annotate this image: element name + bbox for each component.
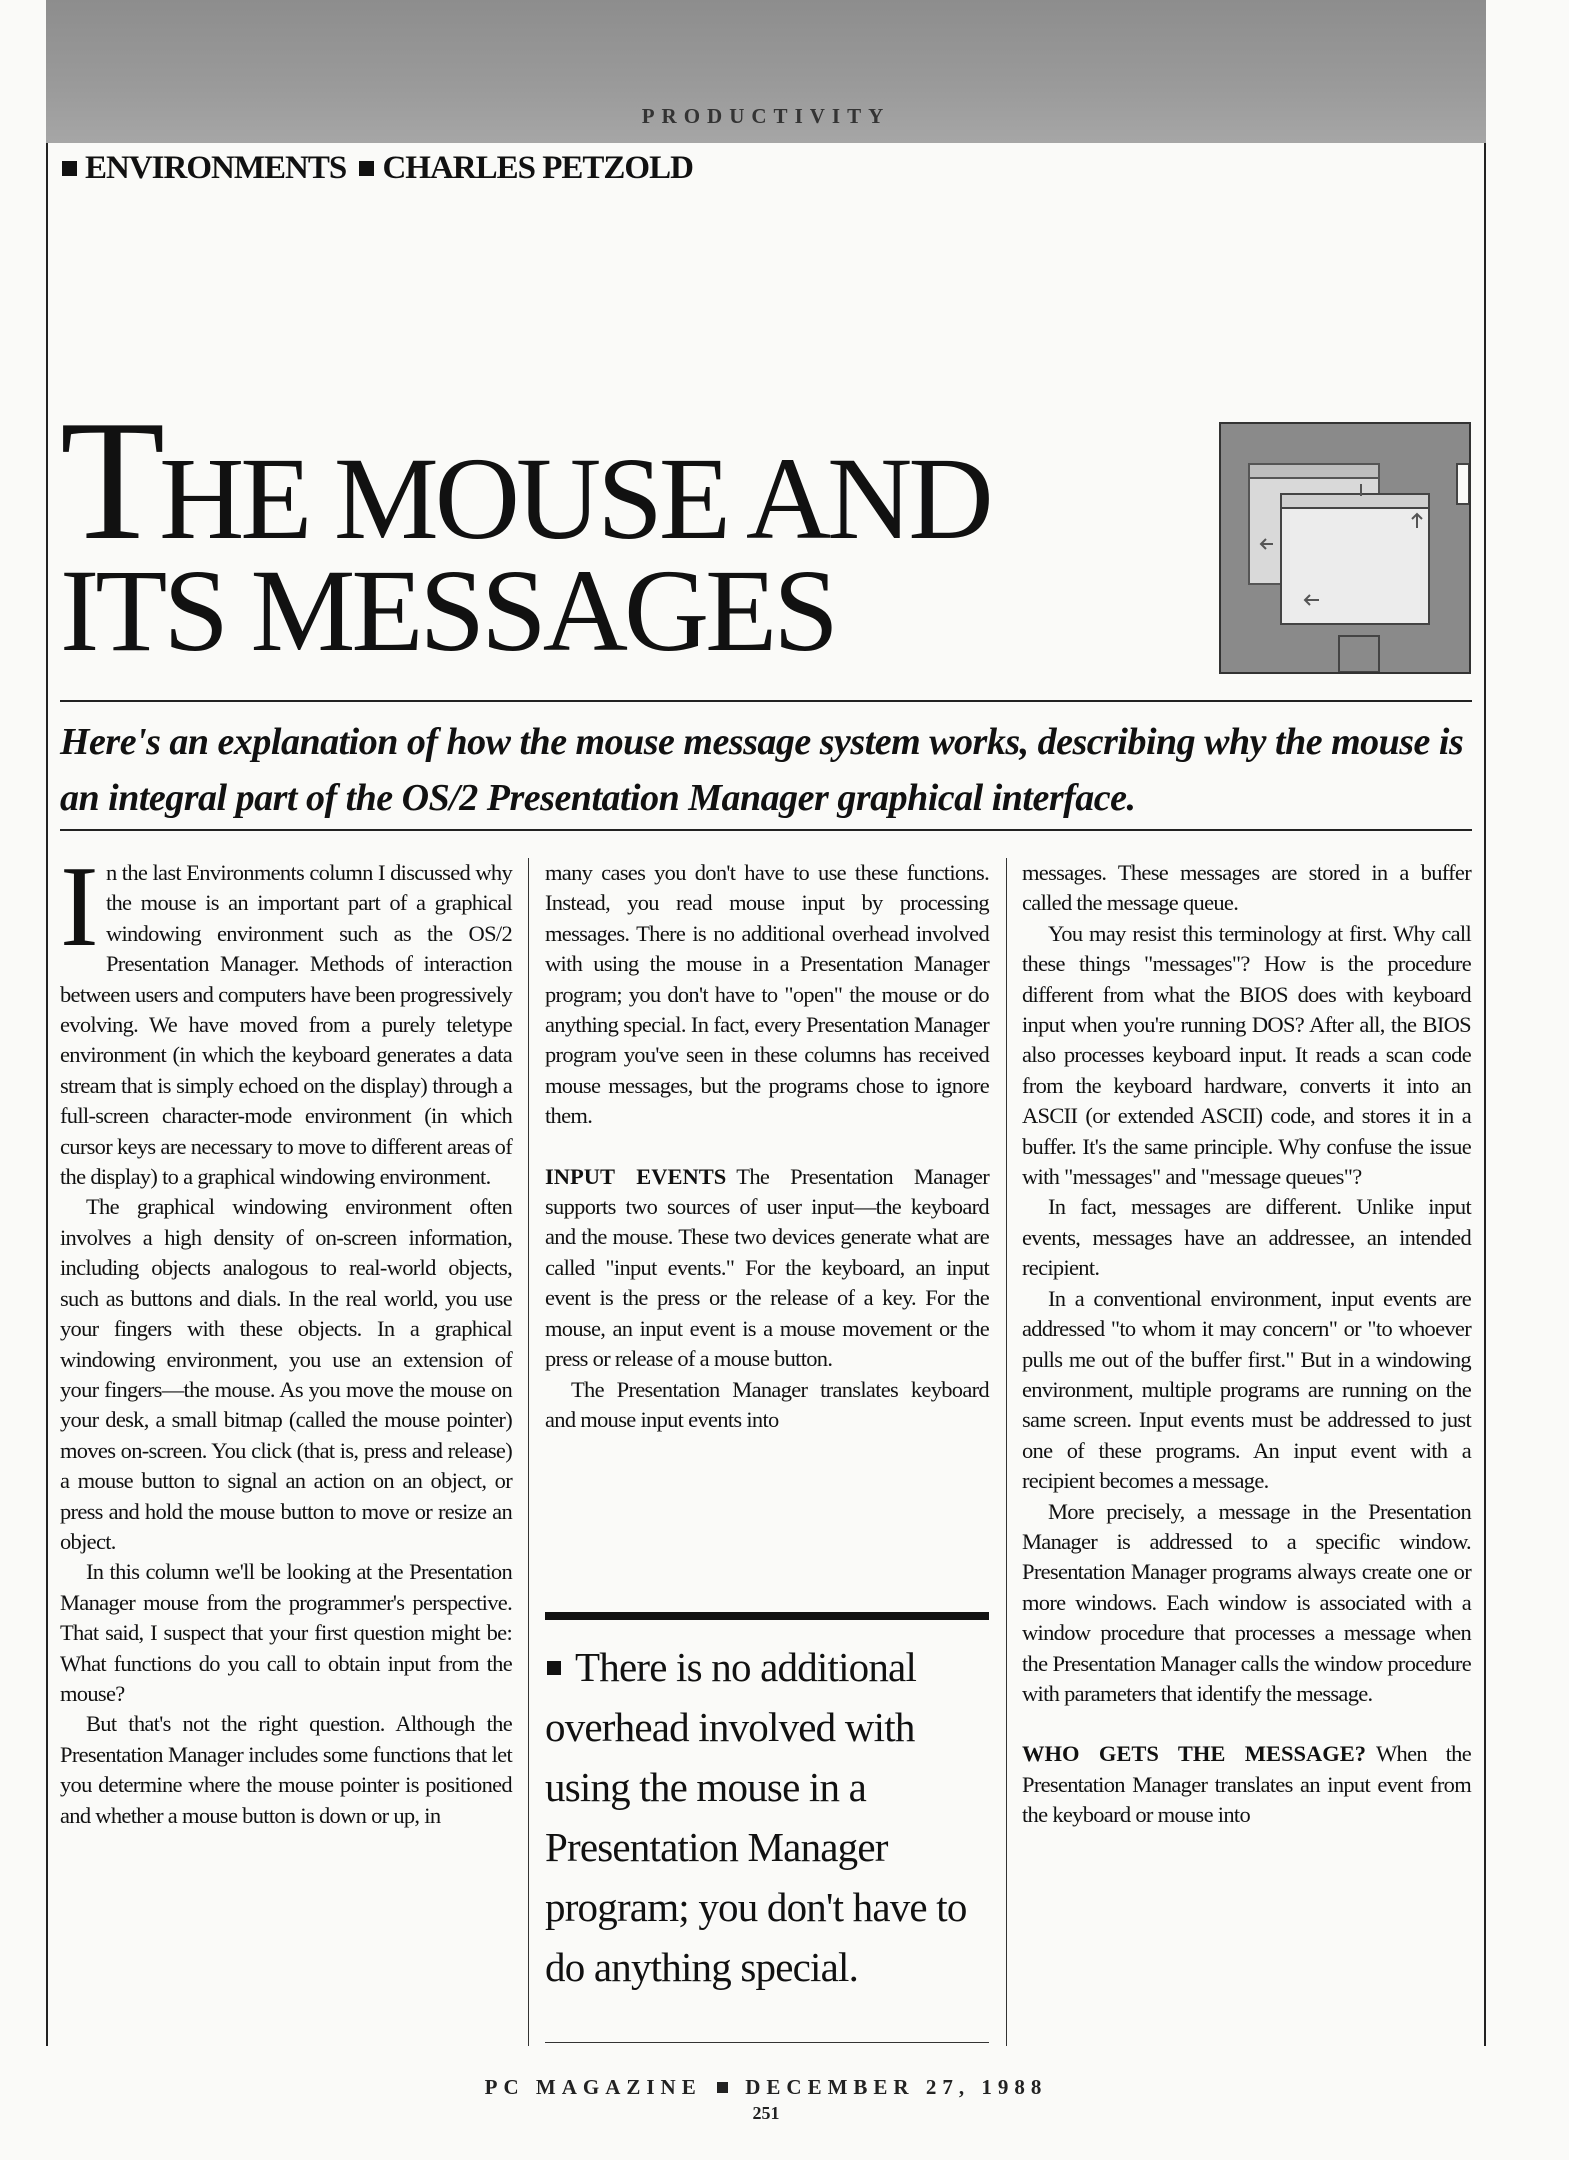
column-2 xyxy=(545,858,989,1435)
paragraph: The graphical windowing environment often involves a high density of on-screen information, including objects analogous to real-world objects, such as buttons and dials. In the real world, you use your fingers with these objects. In a graphical windowing environment, you use an extension of your fingers—the mouse. As you move the mouse on your desk, a small bitmap (called the mouse pointer) moves on-screen. You click (that is, press and release) a mouse button to signal an action on an object, or press and hold the mouse button to move or resize an object. xyxy=(60,1194,512,1554)
subhead-who-gets-message: WHO GETS THE MESSAGE? xyxy=(1022,1741,1367,1767)
issue-date: DECEMBER 27, 1988 xyxy=(745,2075,1048,2099)
page-number: 251 xyxy=(752,2103,780,2123)
pull-quote: There is no additional overhead involved with using the mouse in a Presentation Manager program; you don't have to do anything special. xyxy=(545,1644,967,1990)
paragraph: WHO GETS THE MESSAGE? When the Presentation Manager translates an input event from the keyboard or mouse into xyxy=(1022,1741,1471,1828)
paragraph: You may resist this terminology at first. Why call these things "messages"? How is the procedure different from what the BIOS does with keyboard input when you're running DOS? After all, the BIOS also processes keyboard input. It reads a scan code from the keyboard hardware, converts it into an ASCII (or extended ASCII) code, and stores it in a buffer. It's the same principle. Why confuse the issue with "messages" and "message queues"? xyxy=(1022,920,1471,1190)
column-3 xyxy=(1022,858,1471,1831)
overlapping-windows-icon xyxy=(1221,424,1469,672)
publication-name: PC MAGAZINE xyxy=(484,2075,702,2099)
article-deck: Here's an explanation of how the mouse message system works, describing why the mouse is an integral part of the OS/2 Presentation Manager graphical interface. xyxy=(60,721,1464,819)
title-initial: T xyxy=(60,386,160,576)
article-title xyxy=(60,386,1160,676)
paragraph: In a conventional environment, input events are addressed "to whom it may concern" or "to whoever pulls me out of the buffer first." But in a windowing environment, multiple programs are running on the same screen. Input events must be addressed to just one of these programs. An input event with a recipient becomes a message. xyxy=(1022,1285,1471,1494)
window-illustration xyxy=(1219,422,1471,674)
paragraph: In fact, messages are different. Unlike input events, messages have an addressee, an intended recipient. xyxy=(1022,1194,1471,1281)
subhead-input-events: INPUT EVENTS xyxy=(545,1163,727,1189)
square-bullet-icon xyxy=(547,1661,561,1675)
byline xyxy=(62,150,693,187)
divider xyxy=(60,829,1472,831)
drop-cap: I xyxy=(60,843,98,971)
paragraph: But that's not the right question. Although the Presentation Manager includes some functions that let you determine where the mouse pointer is positioned and whether a mouse button is down or up, in xyxy=(60,1711,512,1828)
paragraph: More precisely, a message in the Presentation Manager is addressed to a specific window. Presentation Manager programs always create one or more windows. Each window is associated with a window procedure that processes a message when the Presentation Manager calls the window procedure with parameters that identify the message. xyxy=(1022,1498,1471,1706)
square-bullet-icon xyxy=(62,161,77,176)
paragraph: In this column we'll be looking at the Presentation Manager mouse from the programmer's perspective. That said, I suspect that your first question might be: What functions do you call to obtain input from the mouse? xyxy=(60,1559,512,1706)
paragraph: The Presentation Manager translates keyboard and mouse input events into xyxy=(545,1376,989,1432)
paragraph: messages. These messages are stored in a buffer called the message queue. xyxy=(1022,860,1471,916)
column-divider xyxy=(1006,858,1007,2046)
square-bullet-icon xyxy=(359,161,374,176)
pull-quote-rule xyxy=(545,1612,989,1620)
paragraph: INPUT EVENTS The Presentation Manager supports two sources of user input—the keyboard and the mouse. These two devices generate what are called "input events." For the keyboard, an input event is the press or the release of a key. For the mouse, an input event is a mouse movement or the press or release of a mouse button. xyxy=(545,1163,989,1372)
page-footer xyxy=(46,2075,1486,2100)
title-line-1: HE MOUSE AND xyxy=(159,433,990,564)
paragraph: many cases you don't have to use these functions. Instead, you read mouse input by processing messages. There is no additional overhead involved with using the mouse in a Presentation Manager program; you don't have to "open" the mouse or do anything special. In fact, every Presentation Manager program you've seen in these columns has received mouse messages, but the programs chose to ignore them. xyxy=(545,860,989,1129)
byline-author: CHARLES PETZOLD xyxy=(382,150,693,186)
column-1 xyxy=(60,843,512,1831)
title-line-2: ITS MESSAGES xyxy=(60,545,835,676)
column-divider xyxy=(528,858,529,2046)
pull-quote-rule xyxy=(545,2042,989,2043)
byline-section: ENVIRONMENTS xyxy=(85,150,347,186)
section-label: PRODUCTIVITY xyxy=(641,104,891,128)
square-bullet-icon xyxy=(717,2082,728,2093)
divider xyxy=(60,700,1472,702)
paragraph: In the last Environments column I discussed why the mouse is an important part of a graphical windowing environment such as the OS/2 Presentation Manager. Methods of interaction between users and computers have been progressively evolving. We have moved from a purely teletype environment (in which the keyboard generates a data stream that is simply echoed on the display) through a full-screen character-mode environment (in which cursor keys are necessary to move to different areas of the display) to a graphical windowing environment. xyxy=(60,843,512,1190)
